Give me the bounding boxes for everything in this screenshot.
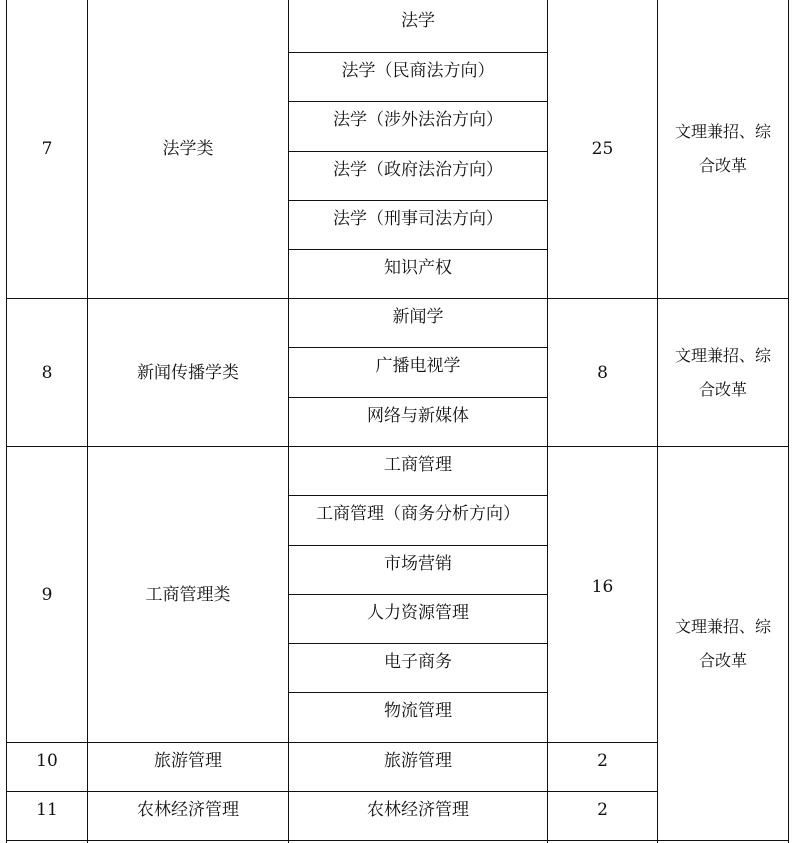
major-cell: 法学（涉外法治方向） — [333, 110, 503, 130]
category-cell: 法学类 — [162, 139, 214, 159]
major-cell: 农林经济管理 — [367, 800, 469, 820]
category-cell: 旅游管理 — [154, 751, 222, 771]
major-cell: 人力资源管理 — [367, 603, 469, 623]
row-number: 9 — [41, 584, 53, 605]
major-cell: 广播电视学 — [375, 356, 461, 376]
major-cell: 市场营销 — [384, 554, 452, 574]
note-cell: 文理兼招、综合改革 — [674, 616, 771, 670]
category-cell: 农林经济管理 — [137, 800, 239, 820]
category-cell: 工商管理类 — [145, 584, 231, 605]
quota-cell: 2 — [597, 800, 608, 820]
category-cell: 新闻传播学类 — [137, 362, 239, 383]
major-cell: 电子商务 — [384, 652, 452, 672]
quota-cell: 25 — [591, 139, 614, 159]
major-cell: 知识产权 — [384, 258, 452, 278]
row-number: 10 — [36, 751, 58, 771]
major-cell: 法学（政府法治方向） — [333, 160, 503, 180]
note-cell: 文理兼招、综合改革 — [674, 122, 771, 175]
row-number: 11 — [36, 800, 58, 820]
quota-cell: 2 — [597, 751, 608, 771]
table-border — [6, 840, 789, 841]
major-cell: 工商管理（商务分析方向） — [316, 504, 520, 524]
quota-cell: 8 — [597, 362, 608, 383]
row-number: 8 — [41, 362, 53, 383]
major-cell: 工商管理 — [384, 455, 452, 475]
major-cell: 新闻学 — [392, 307, 444, 327]
major-cell: 旅游管理 — [384, 751, 452, 771]
major-cell: 法学（民商法方向） — [341, 61, 495, 81]
major-cell: 法学 — [401, 11, 435, 31]
major-cell: 网络与新媒体 — [367, 406, 469, 426]
note-cell: 文理兼招、综合改革 — [674, 345, 771, 399]
table-border — [788, 0, 789, 843]
major-cell: 物流管理 — [384, 701, 452, 721]
quota-cell: 16 — [591, 577, 614, 597]
major-cell: 法学（刑事司法方向） — [333, 209, 503, 229]
row-number: 7 — [41, 139, 53, 159]
